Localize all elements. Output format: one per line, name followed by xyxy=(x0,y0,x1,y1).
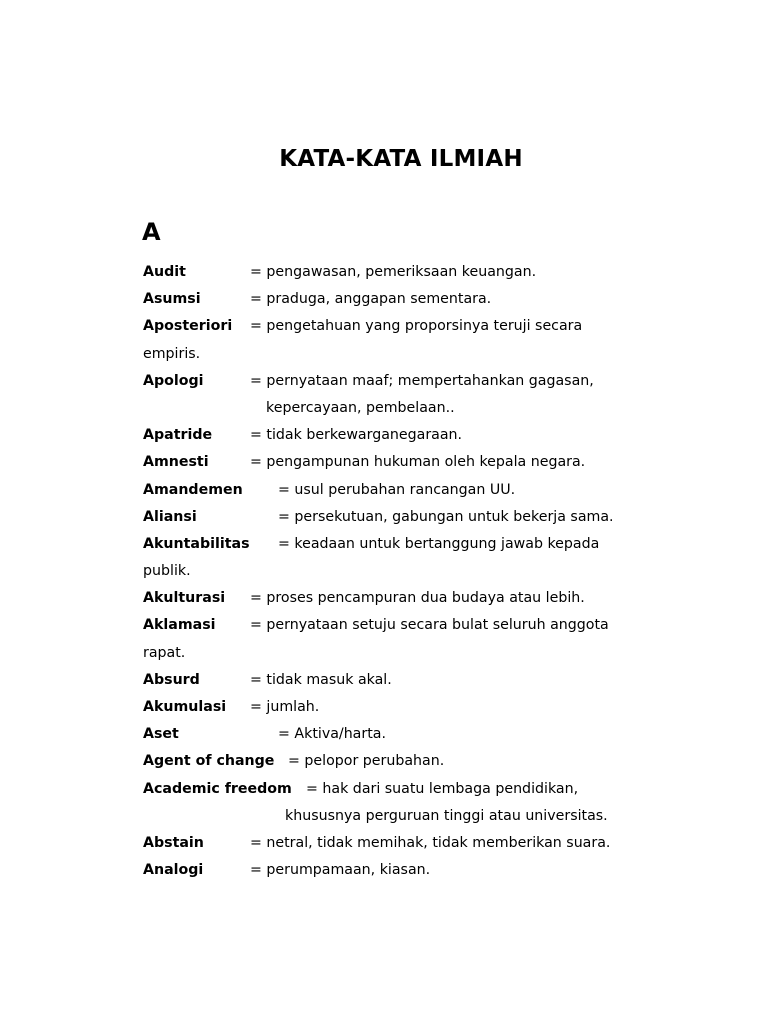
glossary-entry xyxy=(143,612,703,639)
glossary-entry xyxy=(143,477,703,504)
glossary-definition: = keadaan untuk bertanggung jawab kepada xyxy=(278,535,600,552)
glossary-definition: = tidak berkewarganegaraan. xyxy=(250,427,463,444)
glossary-definition: = persekutuan, gabungan untuk bekerja sama. xyxy=(278,508,614,525)
glossary-definition-continued: empiris. xyxy=(143,345,201,362)
glossary-definition-continued: kepercayaan, pembelaan.. xyxy=(266,399,455,416)
glossary-entry xyxy=(143,368,703,395)
glossary-definition: = hak dari suatu lembaga pendidikan, xyxy=(306,780,579,797)
glossary-definition: = tidak masuk akal. xyxy=(250,671,392,688)
glossary-definition: = Aktiva/harta. xyxy=(278,726,386,743)
glossary-term: Analogi xyxy=(143,862,204,879)
glossary-entry xyxy=(143,286,703,313)
glossary-term: Akumulasi xyxy=(143,699,227,715)
glossary-definition: = pengampunan hukuman oleh kepala negara. xyxy=(250,454,586,471)
glossary-entry xyxy=(143,449,703,476)
glossary-term: Aposteriori xyxy=(143,318,233,335)
glossary-term: Audit xyxy=(143,264,186,280)
glossary-definition: = usul perubahan rancangan UU. xyxy=(278,481,516,498)
glossary-term: Akulturasi xyxy=(143,590,226,607)
glossary-term: Aset xyxy=(143,726,179,743)
glossary-entry xyxy=(143,830,703,857)
glossary-term: Absurd xyxy=(143,671,200,688)
glossary-continuation xyxy=(143,341,703,368)
glossary-entry xyxy=(143,504,703,531)
glossary-entry xyxy=(143,748,703,775)
glossary-term: Amnesti xyxy=(143,454,209,471)
glossary-definition: = pernyataan setuju secara bulat seluruh anggota xyxy=(250,617,609,634)
glossary-continuation xyxy=(143,803,703,830)
glossary-list xyxy=(143,259,703,884)
glossary-definition-continued: khususnya perguruan tinggi atau universitas. xyxy=(285,807,608,824)
glossary-term: Academic freedom xyxy=(143,780,292,797)
glossary-entry xyxy=(143,694,703,721)
glossary-definition: = netral, tidak memihak, tidak memberikan suara. xyxy=(250,834,611,851)
document-title: KATA-KATA ILMIAH xyxy=(279,146,523,172)
section-letter: A xyxy=(142,218,161,246)
glossary-entry xyxy=(143,531,703,558)
glossary-term: Apatride xyxy=(143,427,213,444)
glossary-entry xyxy=(143,857,703,884)
glossary-continuation xyxy=(143,558,703,585)
glossary-definition: = perumpamaan, kiasan. xyxy=(250,862,431,879)
glossary-term: Aliansi xyxy=(143,508,197,525)
glossary-entry xyxy=(143,721,703,748)
glossary-entry xyxy=(143,259,703,286)
glossary-term: Akuntabilitas xyxy=(143,535,250,552)
glossary-definition: = praduga, anggapan sementara. xyxy=(250,291,492,308)
glossary-term: Apologi xyxy=(143,372,204,389)
glossary-definition: = pengetahuan yang proporsinya teruji secara xyxy=(250,318,583,335)
glossary-entry xyxy=(143,313,703,340)
glossary-term: Abstain xyxy=(143,834,204,851)
glossary-term: Asumsi xyxy=(143,291,201,308)
glossary-continuation xyxy=(143,395,703,422)
glossary-definition-continued: publik. xyxy=(143,563,191,580)
glossary-definition-continued: rapat. xyxy=(143,644,186,661)
glossary-continuation xyxy=(143,640,703,667)
glossary-definition: = proses pencampuran dua budaya atau lebih. xyxy=(250,590,585,607)
glossary-definition: = pernyataan maaf; mempertahankan gagasan, xyxy=(250,372,594,389)
glossary-entry xyxy=(143,667,703,694)
glossary-entry xyxy=(143,776,703,803)
glossary-definition: = jumlah. xyxy=(250,699,320,715)
glossary-entry xyxy=(143,585,703,612)
glossary-definition: = pengawasan, pemeriksaan keuangan. xyxy=(250,264,537,280)
glossary-entry xyxy=(143,422,703,449)
glossary-definition: = pelopor perubahan. xyxy=(288,753,445,770)
glossary-term: Amandemen xyxy=(143,481,243,498)
glossary-term: Agent of change xyxy=(143,753,275,770)
glossary-term: Aklamasi xyxy=(143,617,216,634)
